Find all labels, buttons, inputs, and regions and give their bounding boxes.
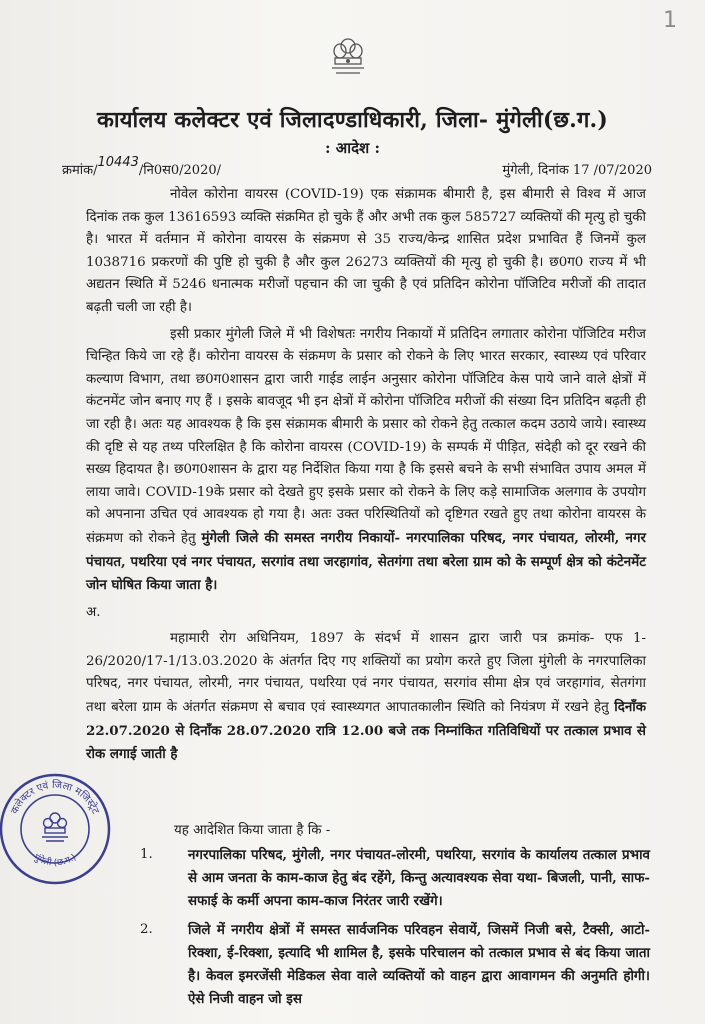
page-number: 1 xyxy=(663,8,677,33)
ref-number-handwritten: 10443 xyxy=(97,155,139,170)
paragraph-containment xyxy=(86,324,646,598)
ref-suffix: /नि0स0/2020/ xyxy=(138,163,221,178)
official-seal-icon xyxy=(0,770,114,888)
list-item xyxy=(130,844,650,913)
list-item-number: 2. xyxy=(140,922,153,937)
paragraph-containment-text: इसी प्रकार मुंगेली जिले में भी विशेषतः नगरीय निकायों में प्रतिदिन लगातार कोरोना पॉजिटिव मरीज चिन्हित किये जा रहे हैं। कोरोना वायरस के संक्रमण के प्रसार को रोकने के लिए भारत सरकार, स्वास्थ्य एवं परिवार कल्याण विभाग, तथा छ0ग0शासन द्वारा जारी गाईड लाईन अनुसार कोरोना पॉजिटिव केस पाये जाने वाले क्षेत्रों में कंटनमेंट जोन बनाए गए हैं । इसके बावजूद भी इन क्षेत्रों में कोरोना पॉजिटिव मरीजों की संख्या दिन प्रतिदिन बढ़ती ही जा रही है। अतः यह आवश्यक है कि इस संक्रामक बीमारी के प्रसार को रोकने हेतु तत्काल कदम उठाये जाये। स्वास्थ्य की दृष्टि से यह तथ्य परिलक्षित है कि कोरोना वायरस (COVID-19) के सम्पर्क में पीड़ित, संदेही को दूर रखने की सख्य हिदायत है। छ0ग0शासन के द्वारा यह निर्देशित किया गया है कि इससे बचने के सभी संभावित उपाय अमल में लाया जावे। COVID-19के प्रसार को देखते हुए इसके प्रसार को रोकने के लिए कड़े सामाजिक अलगाव के उपयोग को अपनाना उचित एवं आवश्यक हो गया है। अतः उक्त परिस्थितियों को दृष्टिगत रखते हुए तथा कोरोना वायरस के संक्रमण को रोकने हेतु xyxy=(86,326,646,546)
section-label: अ. xyxy=(86,604,101,620)
list-item-number: 1. xyxy=(140,847,153,862)
list-item xyxy=(130,919,650,1011)
paragraph-epidemic-act-text: महामारी रोग अधिनियम, 1897 के संदर्भ में शासन द्वारा जारी पत्र क्रमांक- एफ 1-26/2020/17-1/13.03.2020 के अंतर्गत दिए गए शक्तियों का प्रयोग करते हुए जिला मुंगेली के नगरपालिका परिषद, नगर पंचायत, लोरमी, नगर पंचायत, पथरिया एवं नगर पंचायत, सरगांव सीमा क्षेत्र एवं जरहागांव, सेतगंगा तथा बरेला ग्राम के अंतर्गत संक्रमण से बचाव एवं स्वास्थ्यगत आपातकालीन स्थिति को नियंत्रण में रखने हेतु xyxy=(86,631,646,716)
list-item-text: नगरपालिका परिषद, मुंगेली, नगर पंचायत-लोरमी, पथरिया, सरगांव के कार्यालय तत्काल प्रभाव से आम जनता के काम-काज हेतु बंद रहेंगे, किन्तु अत्यावश्यक सेवा यथा- बिजली, पानी, साफ-सफाई के कर्मी अपना काम-काज निरंतर जारी रखेंगे। xyxy=(188,847,650,909)
paragraph-epidemic-act xyxy=(86,628,646,767)
seal-text-bottom: मुंगेली (छ.ग.) xyxy=(31,852,79,869)
ref-prefix: क्रमांक/ xyxy=(62,163,98,178)
list-item-text: जिले में नगरीय क्षेत्रों में समस्त सार्वजनिक परिवहन सेवायें, जिसमें निजी बसे, टैक्सी, आटो-रिक्शा, ई-रिक्शा, इत्यादि भी शामिल है, इसके परिचालन को तत्काल प्रभाव से बंद किया जाता है। केवल इमरजेंसी मेडिकल सेवा वाले व्यक्तियों को वाहन द्वारा आवागमन की अनुमति होगी। ऐसे निजी वाहन जो इस xyxy=(188,922,650,1007)
order-list xyxy=(130,820,650,1017)
state-emblem-icon xyxy=(326,36,370,82)
order-heading: : आदेश : xyxy=(324,139,380,157)
order-date: मुंगेली, दिनांक 17 /07/2020 xyxy=(502,163,652,178)
svg-text:मुंगेली (छ.ग.) xyxy=(32,852,78,869)
order-body xyxy=(86,184,646,771)
office-title: कार्यालय कलेक्टर एवं जिलादण्डाधिकारी, जिला- मुंगेली(छ.ग.) xyxy=(97,107,608,133)
seal-text-top: कलेक्टर एवं जिला मजिस्ट्रेट xyxy=(9,779,101,816)
restriction-period: दिनाँक 22.07.2020 से दिनाँक 28.07.2020 रात्रि 12.00 बजे तक निम्नांकित गतिविधियों पर तत्काल प्रभाव से रोक लगाई जाती है xyxy=(86,699,646,763)
containment-zone-declaration: मुंगेली जिले की समस्त नगरीय निकायों- नगरपालिका परिषद, नगर पंचायत, लोरमी, नगर पंचायत, पथरिया एवं नगर पंचायत, सरगांव तथा जरहागांव, सेतगंगा तथा बरेला ग्राम को के सम्पूर्ण क्षेत्र को कंटेनमेंट जोन घोषित किया जाता है। xyxy=(86,529,646,594)
reference-line xyxy=(62,155,662,178)
list-intro: यह आदेशित किया जाता है कि - xyxy=(174,823,331,838)
paragraph-covid-stats: नोवेल कोरोना वायरस (COVID-19) एक संक्रामक बीमारी है, इस बीमारी से विश्व में आज दिनांक तक कुल 13616593 व्यक्ति संक्रमित हो चुके हैं और अभी तक कुल 585727 व्यक्तियों की मृत्यु हो चुकी है। भारत में वर्तमान में कोरोना वायरस के संक्रमण से 35 राज्य/केन्द्र शासित प्रदेश प्रभावित हैं जिनमें कुल 1038716 प्रकरणों की पुष्टि हो चुकी है और कुल 26273 व्यक्तियों की मृत्यु हो चुकी है। छ0ग0 राज्य में भी अद्यतन स्थिति में 5246 धनात्मक मरीजों पहचान की जा चुकी है एवं प्रतिदिन कोरोना पॉजिटिव मरीजों की तादात बढ़ती चली जा रही है। xyxy=(86,187,646,315)
